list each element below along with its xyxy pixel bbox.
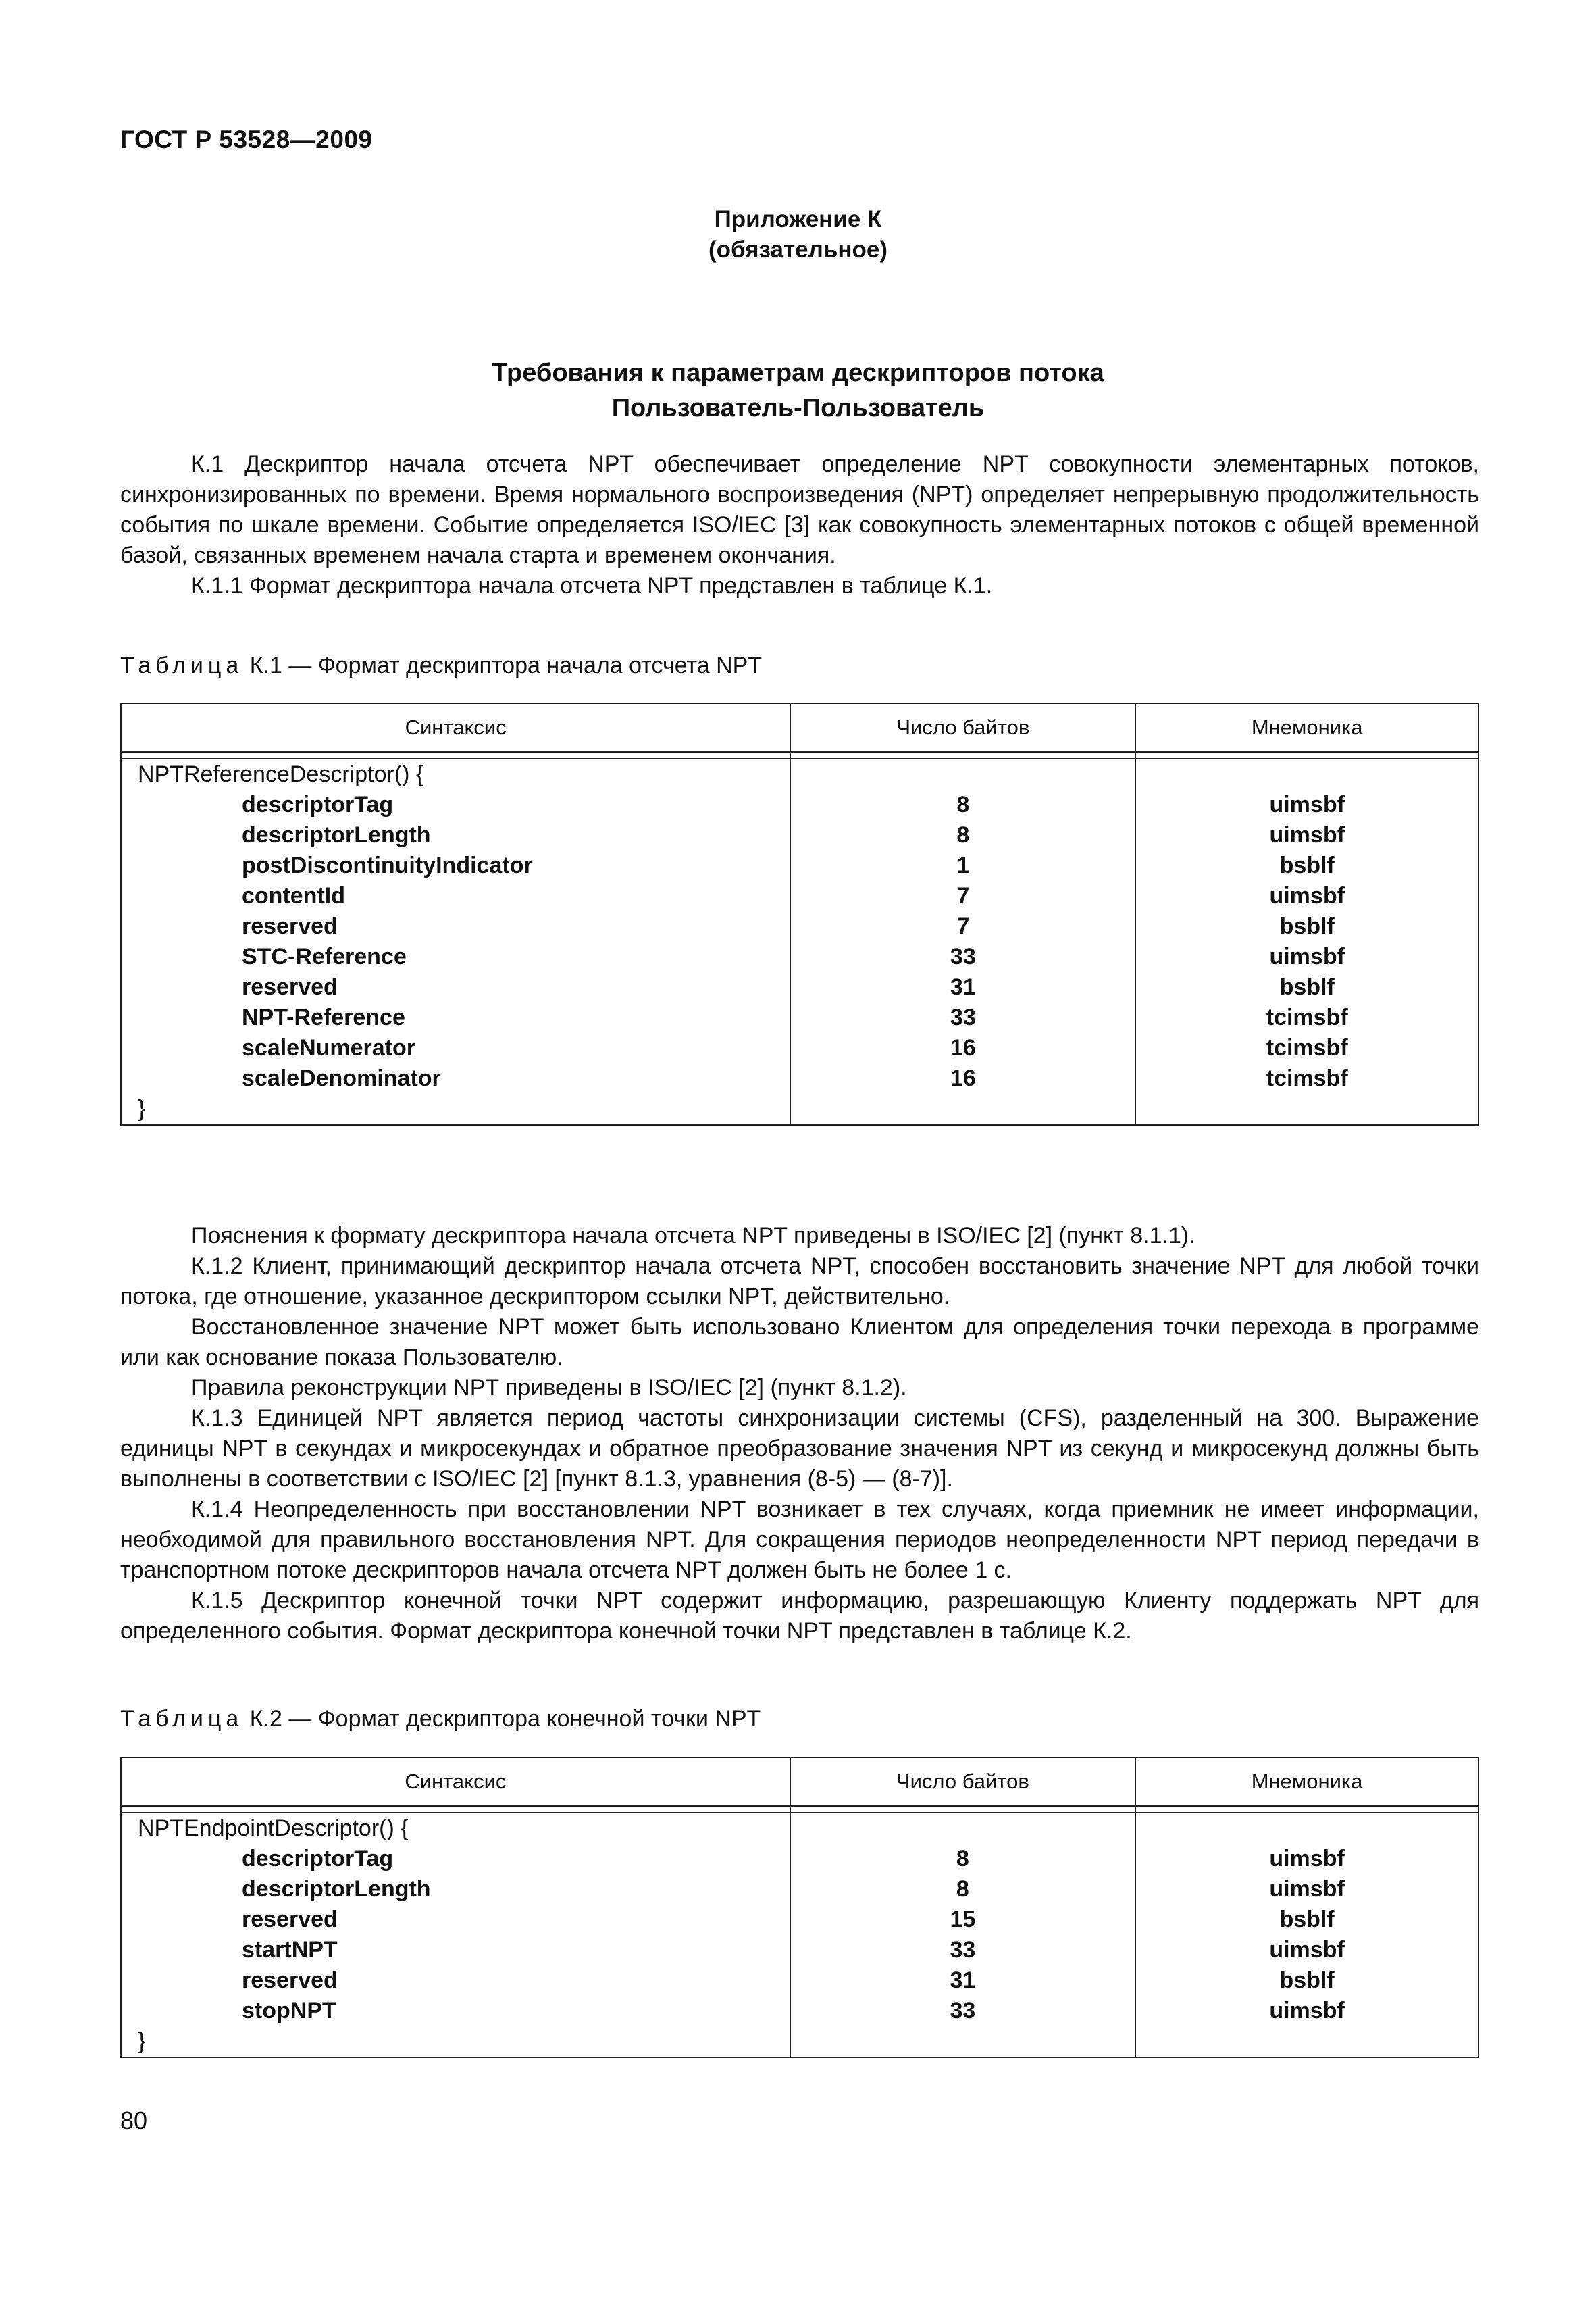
field-mnemonic: uimsbf	[1269, 1846, 1345, 1871]
field-mnemonic: uimsbf	[1269, 1998, 1345, 2023]
table-1-open: NPTReferenceDescriptor() {	[138, 761, 424, 787]
table-2-header-mnemonic: Мнемоника	[1135, 1757, 1478, 1806]
table-2-bytes-cell	[790, 1813, 1135, 2057]
field-name: descriptorTag	[242, 792, 394, 818]
table-1-header-mnemonic: Мнемоника	[1135, 703, 1478, 752]
field-mnemonic: uimsbf	[1269, 1876, 1345, 1902]
paragraph-k1-3: К.1.3 Единицей NPT является период частоты синхронизации системы (CFS), разделенный на 300. Выражение единицы NPT в секундах и микросекундах и обратное преобразование значения NPT из секунд и микросекунд должны быть выполнены в соответствии с ISO/IEC [2] [пункт 8.1.3, уравнения (8-5) — (8-7)].	[120, 1405, 1479, 1492]
paragraph-reconstruction-rules: Правила реконструкции NPT приведены в ISO/IEC [2] (пункт 8.1.2).	[191, 1375, 907, 1401]
field-name: scaleNumerator	[242, 1035, 416, 1061]
table-2-open: NPTEndpointDescriptor() {	[138, 1815, 409, 1841]
table-1-header-bytes: Число байтов	[790, 703, 1135, 752]
annex-status: (обязательное)	[708, 236, 887, 263]
field-mnemonic: tcimsbf	[1266, 1035, 1348, 1061]
paragraph-k1-2: К.1.2 Клиент, принимающий дескриптор начала отсчета NPT, способен восстановить значение NPT для любой точки потока, где отношение, указанное дескриптором ссылки NPT, действительно.	[120, 1253, 1479, 1309]
section-title-line-2: Пользователь-Пользователь	[611, 394, 985, 422]
field-name: stopNPT	[242, 1998, 336, 2023]
field-mnemonic: uimsbf	[1269, 883, 1345, 909]
table-2-mnemonic-cell	[1135, 1813, 1478, 2057]
field-bytes: 8	[956, 1876, 969, 1902]
field-name: reserved	[242, 1967, 338, 1993]
field-bytes: 8	[956, 1846, 969, 1871]
field-mnemonic: tcimsbf	[1266, 1005, 1348, 1030]
table-2-caption: Таблица К.2 — Формат дескриптора конечной точки NPT	[120, 1706, 761, 1732]
field-bytes: 16	[950, 1035, 976, 1061]
field-mnemonic: uimsbf	[1269, 944, 1345, 970]
field-bytes: 33	[950, 1998, 976, 2023]
field-name: startNPT	[242, 1937, 338, 1963]
field-name: descriptorLength	[242, 1876, 431, 1902]
field-name: descriptorTag	[242, 1846, 394, 1871]
field-mnemonic: uimsbf	[1269, 822, 1345, 848]
field-bytes: 16	[950, 1065, 976, 1091]
standard-header: ГОСТ Р 53528—2009	[120, 126, 373, 153]
table-2-syntax-cell	[121, 1813, 790, 2057]
field-mnemonic: bsblf	[1279, 853, 1335, 878]
field-name: postDiscontinuityIndicator	[242, 853, 533, 878]
paragraph-k1-4: К.1.4 Неопределенность при восстановлении NPT возникает в тех случаях, когда приемник не имеет информации, необходимой для правильного восстановления NPT. Для сокращения периодов неопределенности NPT период передачи в транспортном потоке дескрипторов начала отсчета NPT должен быть не более 1 с.	[120, 1496, 1479, 1583]
table-1-syntax-cell	[121, 759, 790, 1125]
field-name: STC-Reference	[242, 944, 407, 970]
paragraph-k1: К.1 Дескриптор начала отсчета NPT обеспечивает определение NPT совокупности элементарных потоков, синхронизированных по времени. Время нормального воспроизведения (NPT) определяет непрерывную продолжительность события по шкале времени. Событие определяется ISO/IEC [3] как совокупность элементарных потоков с общей временной базой, связанных временем начала старта и временем окончания.	[120, 451, 1479, 568]
field-mnemonic: bsblf	[1279, 974, 1335, 1000]
page-number: 80	[120, 2107, 148, 2134]
field-mnemonic: bsblf	[1279, 1907, 1335, 1932]
field-name: reserved	[242, 913, 338, 939]
paragraph-k1-1: К.1.1 Формат дескриптора начала отсчета NPT представлен в таблице К.1.	[191, 573, 993, 599]
field-bytes: 7	[956, 883, 970, 909]
table-1-close: }	[138, 1096, 146, 1122]
table-1-bytes-cell	[790, 759, 1135, 1125]
table-1-header-syntax: Синтаксис	[121, 703, 790, 752]
field-bytes: 8	[956, 822, 970, 848]
table-1-caption: Таблица К.1 — Формат дескриптора начала отсчета NPT	[120, 653, 763, 678]
field-name: contentId	[242, 883, 345, 909]
field-bytes: 7	[956, 913, 970, 939]
field-bytes: 1	[956, 853, 970, 878]
field-bytes: 33	[950, 1937, 976, 1963]
paragraph-explanations: Пояснения к формату дескриптора начала отсчета NPT приведены в ISO/IEC [2] (пункт 8.1.1).	[191, 1223, 1195, 1249]
field-mnemonic: bsblf	[1279, 913, 1335, 939]
field-bytes: 33	[950, 944, 976, 970]
table-2-header-bytes: Число байтов	[790, 1757, 1135, 1806]
field-name: reserved	[242, 974, 338, 1000]
field-name: reserved	[242, 1907, 338, 1932]
field-bytes: 31	[950, 974, 976, 1000]
paragraph-k1-5: К.1.5 Дескриптор конечной точки NPT содержит информацию, разрешающую Клиенту поддержать NPT для определенного события. Формат дескриптора конечной точки NPT представлен в таблице К.2.	[120, 1588, 1479, 1644]
table-2	[120, 1757, 1479, 2058]
annex-title: Приложение К	[714, 206, 882, 232]
field-bytes: 8	[956, 792, 970, 818]
field-mnemonic: uimsbf	[1269, 792, 1345, 818]
table-2-header-syntax: Синтаксис	[121, 1757, 790, 1806]
field-bytes: 15	[950, 1907, 976, 1932]
field-name: NPT-Reference	[242, 1005, 405, 1030]
field-mnemonic: tcimsbf	[1266, 1065, 1348, 1091]
table-2-close: }	[138, 2028, 146, 2054]
field-mnemonic: uimsbf	[1269, 1937, 1345, 1963]
paragraph-restored-value: Восстановленное значение NPT может быть использовано Клиентом для определения точки перехода в программе или как основание показа Пользователю.	[120, 1314, 1479, 1370]
field-bytes: 31	[950, 1967, 976, 1993]
field-name: descriptorLength	[242, 822, 431, 848]
field-bytes: 33	[950, 1005, 976, 1030]
table-1-mnemonic-cell	[1135, 759, 1478, 1125]
section-title-line-1: Требования к параметрам дескрипторов потока	[492, 359, 1104, 387]
table-1	[120, 703, 1479, 1126]
field-name: scaleDenominator	[242, 1065, 441, 1091]
field-mnemonic: bsblf	[1279, 1967, 1335, 1993]
